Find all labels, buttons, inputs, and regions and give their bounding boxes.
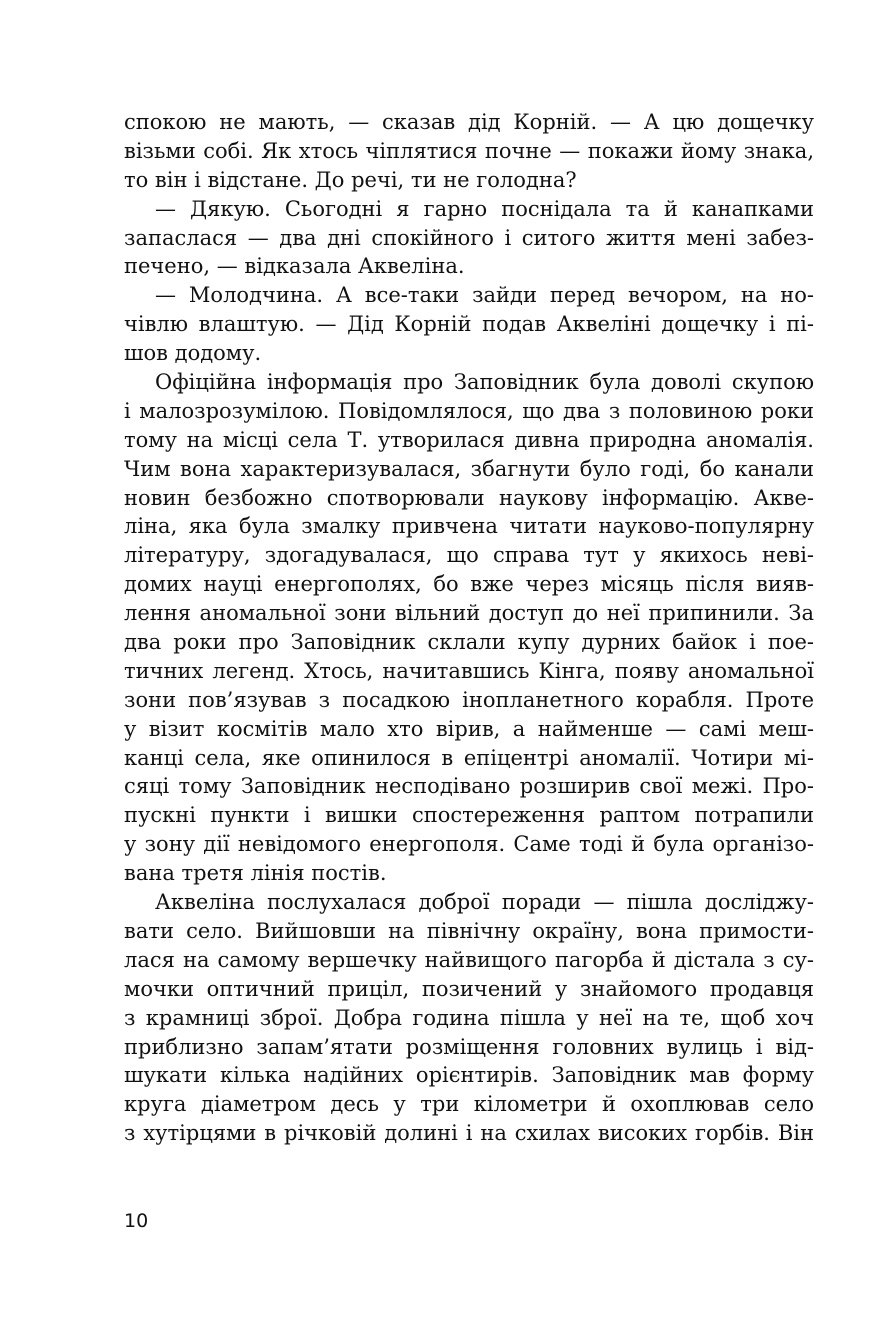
text-line: сяці тому Заповідник несподівано розширив свої межі. Про- — [124, 774, 814, 799]
text-line: у візит космітів мало хто вірив, а найменше — самі меш- — [124, 716, 814, 741]
text-line: лення аномальної зони вільний доступ до неї припинили. За — [124, 601, 814, 626]
text-line: спокою не мають, — сказав дід Корній. — А цю дощечку — [124, 110, 814, 134]
text-line: вати село. Вийшовши на північну окраїну, вона примости- — [124, 918, 814, 943]
text-line: шукати кілька надійних орієнтирів. Заповідник мав форму — [124, 1063, 814, 1088]
text-line: з крамниці зброї. Добра година пішла у неї на те, щоб хоч — [124, 1005, 814, 1030]
text-line: круга діаметром десь у три кілометри й охоплював село — [124, 1092, 814, 1117]
text-line: тому на місці села Т. утворилася дивна природна аномалія. — [124, 427, 814, 452]
text-line: Чим вона характеризувалася, збагнути було годі, бо канали — [124, 456, 814, 481]
body-text — [124, 108, 814, 1148]
text-line: і малозрозумілою. Повідомлялося, що два з половиною роки — [124, 398, 814, 423]
text-line: візьми собі. Як хтось чіплятися почне — покажи йому знака, — [124, 138, 814, 163]
text-line: печено, — відказала Аквеліна. — [124, 254, 465, 279]
text-line: тичних легенд. Хтось, начитавшись Кінга, появу аномальної — [124, 658, 814, 683]
text-line: домих науці енергополях, бо вже через місяць після вияв- — [124, 572, 814, 597]
text-line: два роки про Заповідник склали купу дурних байок і пое- — [124, 630, 814, 655]
text-line: мочки оптичний приціл, позичений у знайомого продавця — [124, 976, 814, 1001]
text-line: ліна, яка була змалку привчена читати науково-популярну — [124, 514, 814, 539]
text-line: шов додому. — [124, 341, 262, 366]
text-line: — Молодчина. А все-таки зайди перед вечором, на но- — [155, 283, 814, 308]
text-line: то він і відстане. До речі, ти не голодна? — [124, 167, 577, 192]
text-line: вана третя лінія постів. — [124, 861, 387, 886]
text-line: літературу, здогадувалася, що справа тут у якихось неві- — [124, 543, 814, 568]
text-line: з хутірцями в річковій долині і на схилах високих горбів. Він — [124, 1121, 814, 1146]
page-number: 10 — [124, 1210, 149, 1232]
text-line: — Дякую. Сьогодні я гарно поснідала та й канапками — [155, 196, 814, 221]
text-line: приблизно запам’ятати розміщення головних вулиць і від- — [124, 1034, 814, 1059]
text-line: Аквеліна послухалася доброї поради — пішла досліджу- — [155, 890, 814, 915]
text-line: запаслася — два дні спокійного і ситого життя мені забез- — [124, 225, 814, 250]
text-line: Офіційна інформація про Заповідник була доволі скупою — [155, 370, 814, 395]
text-line: чівлю влаштую. — Дід Корній подав Аквеліні дощечку і пі- — [124, 312, 814, 337]
text-line: пускні пункти і вишки спостереження раптом потрапили — [124, 803, 814, 828]
text-line: лася на самому вершечку найвищого пагорба й дістала з су- — [124, 947, 814, 972]
text-line: зони пов’язував з посадкою інопланетного корабля. Проте — [124, 687, 814, 712]
text-line: новин безбожно спотворювали наукову інформацію. Акве- — [124, 485, 814, 510]
text-line: канці села, яке опинилося в епіцентрі аномалії. Чотири мі- — [124, 745, 814, 770]
text-line: у зону дії невідомого енергополя. Саме тоді й була організо- — [124, 832, 814, 857]
